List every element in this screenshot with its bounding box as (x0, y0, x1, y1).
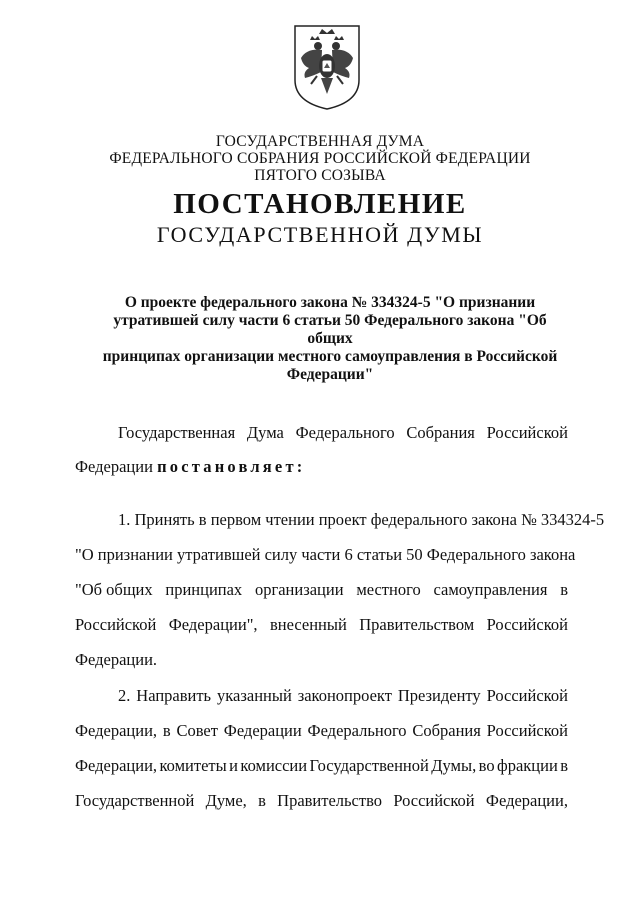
coat-of-arms-icon (291, 22, 363, 112)
word: законопроект (297, 686, 392, 705)
subject-title (90, 294, 570, 384)
word: фракции (497, 756, 558, 775)
word: Государственной (309, 756, 429, 775)
word: Федерации, (75, 756, 158, 775)
item2-line-4 (75, 791, 568, 811)
word: Федерального (307, 721, 407, 740)
word: Федерации, (485, 791, 568, 810)
word: Федерации (75, 457, 153, 476)
word: местного (356, 580, 421, 599)
subject-line: утратившей силу части 6 статьи 50 Федерального закона "Об общих (113, 312, 547, 347)
word: внесенный (270, 615, 347, 634)
word: 2. (118, 686, 131, 705)
word: указанный (217, 686, 292, 705)
word: Российской (486, 615, 568, 634)
item1-line-5: Федерации. (75, 650, 158, 669)
word: Правительством (359, 615, 475, 634)
word: Федерации", (168, 615, 258, 634)
word: Федерального (295, 423, 395, 442)
word: Российской (75, 615, 157, 634)
word: Российской (486, 423, 568, 442)
word: Российской (486, 686, 568, 705)
word: Президенту (397, 686, 481, 705)
word: Российской (486, 721, 568, 740)
word: Собрания (412, 721, 481, 740)
word: принципах (165, 580, 243, 599)
word: Направить (136, 686, 212, 705)
word: организации (254, 580, 344, 599)
word: Правительство (277, 791, 383, 810)
word: комитеты (159, 756, 227, 775)
word: Думе, (205, 791, 247, 810)
word: "Об общих (75, 580, 153, 599)
item1-line-3 (75, 580, 568, 600)
word: Дума (246, 423, 284, 442)
word: в (560, 580, 568, 599)
subject-line: О проекте федерального закона № 334324-5 "О признании (124, 294, 536, 311)
word: и (229, 756, 238, 775)
word: Думы, (431, 756, 477, 775)
word: Российской (393, 791, 475, 810)
item2-line-3 (75, 756, 568, 776)
preamble-line-2 (75, 457, 568, 477)
subject-line: принципах организации местного самоуправления в Российской (102, 348, 558, 365)
item2-line-2 (75, 721, 568, 741)
word: Собрания (406, 423, 475, 442)
word: Федерации (223, 721, 302, 740)
item1-line-2: "О признании утратившей силу части 6 статьи 50 Федерального закона (75, 545, 576, 564)
org-line-2: ФЕДЕРАЛЬНОГО СОБРАНИЯ РОССИЙСКОЙ ФЕДЕРАЦИИ (109, 150, 531, 167)
word: во (478, 756, 495, 775)
preamble-line-1 (118, 423, 568, 443)
word: в (162, 721, 171, 740)
document-type: ПОСТАНОВЛЕНИЕ (173, 188, 467, 220)
word: Государственная (118, 423, 236, 442)
word: Государственной (75, 791, 195, 810)
item1-line-1: 1. Принять в первом чтении проект федерального закона № 334324-5 (118, 510, 605, 529)
item1-line-4 (75, 615, 568, 635)
word: в (560, 756, 568, 775)
item2-line-1 (118, 686, 568, 706)
word: Федерации, (75, 721, 158, 740)
word: Совет (176, 721, 218, 740)
word: в (258, 791, 266, 810)
org-line-1: ГОСУДАРСТВЕННАЯ ДУМА (215, 133, 425, 150)
word: самоуправления (433, 580, 548, 599)
word: комиссии (240, 756, 308, 775)
document-subtitle: ГОСУДАРСТВЕННОЙ ДУМЫ (156, 222, 484, 247)
resolves-word: постановляет: (157, 457, 306, 476)
convocation-line: ПЯТОГО СОЗЫВА (254, 167, 386, 184)
subject-line: Федерации" (286, 366, 374, 383)
